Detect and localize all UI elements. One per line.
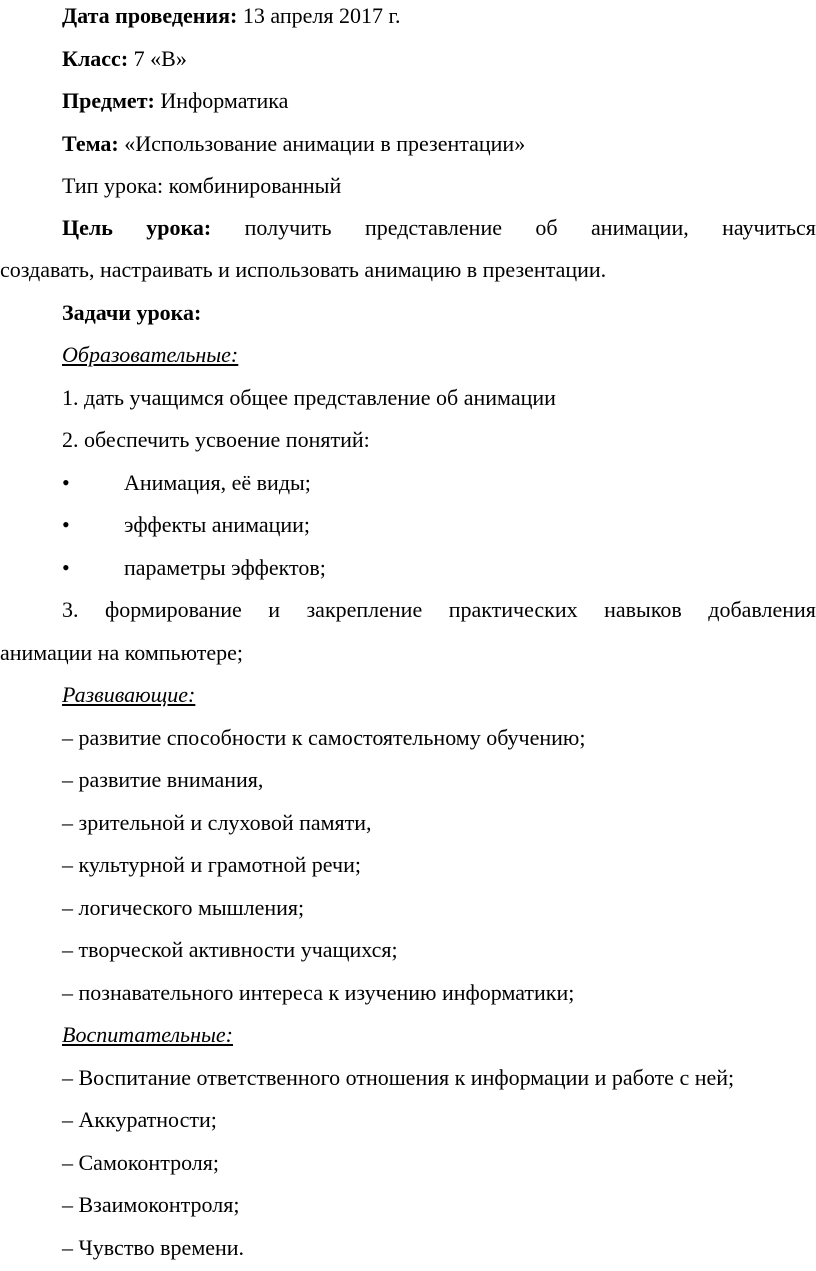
educational-heading: Образовательные: [62,342,239,367]
goal-word: получить [244,215,332,240]
bullet-icon: • [62,555,70,580]
upbringing-item: – Взаимоконтроля; [62,1192,240,1217]
bullet-text: эффекты анимации; [124,512,311,537]
developmental-heading: Развивающие: [62,682,196,707]
developmental-item: – культурной и грамотной речи; [62,852,361,877]
item3-word: практических [448,597,578,622]
educational-item-3-line-2: анимации на компьютере; [0,640,243,665]
date-label: Дата проведения: [62,3,238,28]
developmental-item: – познавательного интереса к изучению информатики; [62,980,575,1005]
item3-word: 3. [62,597,79,622]
subject-line [62,87,288,115]
class-line [62,45,187,73]
topic-label: Тема: [62,131,119,156]
goal-word: научиться [722,215,816,240]
upbringing-item: – Самоконтроля; [62,1150,220,1175]
developmental-item: – развитие способности к самостоятельному обучению; [62,725,586,750]
subject-label: Предмет: [62,88,155,113]
goal-word: представление [364,215,502,240]
upbringing-item: – Воспитание ответственного отношения к информации и работе с ней; [62,1065,735,1090]
lesson-type-line: Тип урока: комбинированный [62,173,342,198]
item3-word: формирование [104,597,242,622]
item3-word: добавления [708,597,816,622]
developmental-item: – зрительной и слуховой памяти, [62,810,372,835]
upbringing-item: – Чувство времени. [62,1235,245,1260]
goal-line-2: создавать, настраивать и использовать анимацию в презентации. [0,257,607,282]
developmental-item: – творческой активности учащихся; [62,937,398,962]
bullet-text: Анимация, её виды; [124,470,311,495]
date-line [62,2,401,30]
item3-word: навыков [604,597,682,622]
topic-value: «Использование анимации в презентации» [124,131,526,156]
upbringing-item: – Аккуратности; [62,1107,217,1132]
bullet-item [0,511,816,539]
tasks-heading: Задачи урока: [62,300,202,325]
date-value: 13 апреля 2017 г. [242,3,401,28]
educational-item-2: 2. обеспечить усвоение понятий: [62,427,370,452]
item3-word: закрепление [306,597,423,622]
goal-line-1 [62,214,816,242]
class-label: Класс: [62,46,129,71]
educational-item-1: 1. дать учащимся общее представление об анимации [62,385,556,410]
goal-word: анимации, [591,215,689,240]
goal-label-word-1: Цель [62,215,113,240]
bullet-text: параметры эффектов; [124,555,326,580]
bullet-icon: • [62,512,70,537]
educational-item-3-line-1 [62,596,816,624]
class-value: 7 «В» [133,46,187,71]
upbringing-heading: Воспитательные: [62,1022,233,1047]
bullet-item [0,554,816,582]
subject-value: Информатика [160,88,289,113]
item3-word: и [268,597,281,622]
developmental-item: – логического мышления; [62,895,305,920]
bullet-item [0,469,816,497]
goal-word: об [535,215,558,240]
topic-line [62,130,525,158]
developmental-item: – развитие внимания, [62,767,264,792]
bullet-icon: • [62,470,70,495]
goal-label-word-2: урока: [146,215,212,240]
